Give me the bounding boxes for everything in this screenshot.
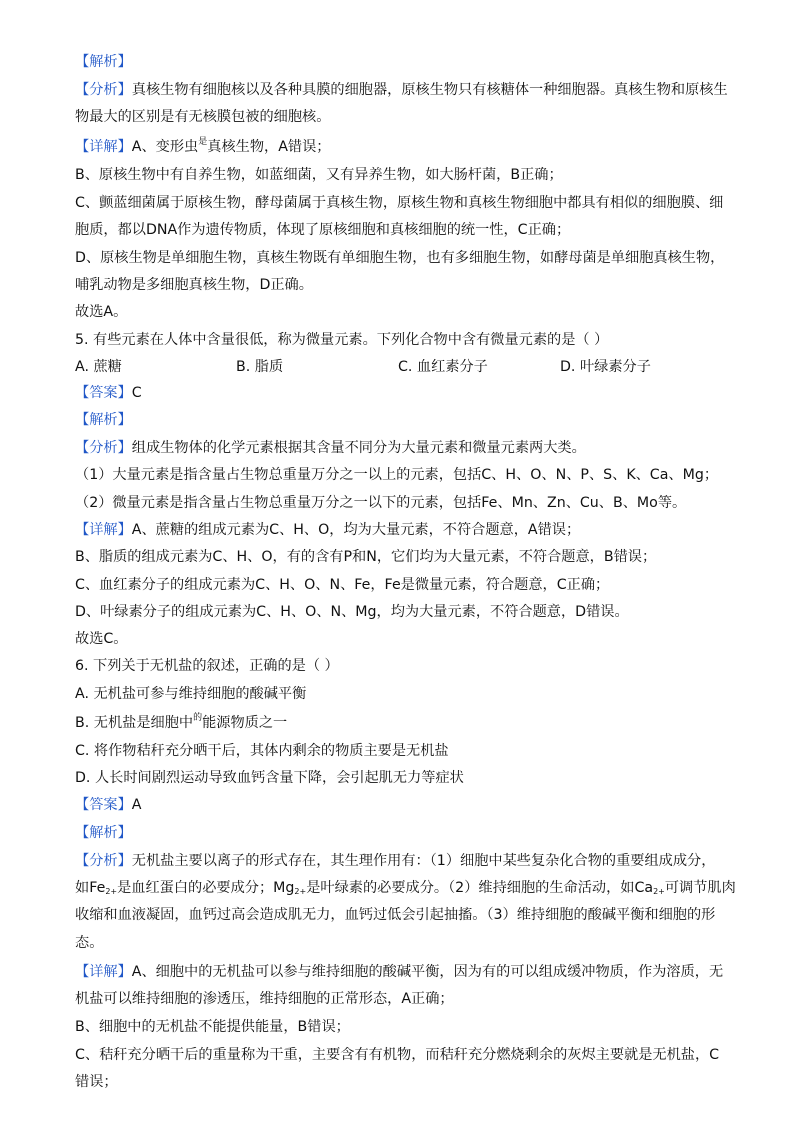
q5-option-b: B. 脂质 [236,359,284,375]
xiangjie-tag: 【详解】 [75,522,132,538]
detail-line: C、血红素分子的组成元素为C、H、O、N、Fe，Fe是微量元素，符合题意，C正确； [75,577,610,593]
analysis-line: 物最大的区别是有无核膜包被的细胞核。 [75,109,331,125]
answer-line: 【答案】C [75,385,142,401]
jiexi-heading: 【解析】 [75,825,132,841]
detail-line: D、叶绿素分子的组成元素为C、H、O、N、Mg，均为大量元素，不符合题意，D错误。 [75,604,629,620]
analysis-line: （1）大量元素是指含量占生物总重量万分之一以上的元素，包括C、H、O、N、P、S、K、Ca、Mg； [75,467,719,483]
question-5-stem: 5. 有些元素在人体中含量很低，称为微量元素。下列化合物中含有微量元素的是（ ） [75,332,609,348]
analysis-line: 态。 [75,935,104,951]
jiexi-heading: 【解析】 [75,54,132,70]
q6-option-d: D. 人长时间剧烈运动导致血钙含量下降，会引起肌无力等症状 [75,770,464,786]
detail-line: 机盐可以维持细胞的渗透压，维持细胞的正常形态，A正确； [75,991,454,1007]
fenxi-tag: 【分析】 [75,440,132,456]
fenxi-tag: 【分析】 [75,853,132,869]
detail-line: 错误； [75,1074,118,1090]
analysis-line: （2）微量元素是指含量占生物总重量万分之一以下的元素，包括Fe、Mn、Zn、Cu、B、Mo等。 [75,495,687,511]
analysis-line: 收缩和血液凝固，血钙过高会造成肌无力，血钙过低会引起抽搐。（3）维持细胞的酸碱平衡和细胞的形 [75,907,716,923]
q5-option-c: C. 血红素分子 [398,359,488,375]
daan-tag: 【答案】 [75,385,132,401]
fenxi-tag: 【分析】 [75,82,132,98]
detail-line: C、颤蓝细菌属于原核生物，酵母菌属于真核生物，原核生物和真核生物细胞中都具有相似的细胞膜、细 [75,195,724,211]
analysis-line: 【分析】组成生物体的化学元素根据其含量不同分为大量元素和微量元素两大类。 [75,440,586,456]
detail-line: 哺乳动物是多细胞真核生物，D正确。 [75,277,313,293]
q6-option-a: A. 无机盐可参与维持细胞的酸碱平衡 [75,686,307,702]
analysis-line: 【分析】无机盐主要以离子的形式存在，其生理作用有：（1）细胞中某些复杂化合物的重要组成成分， [75,853,716,869]
q5-option-d: D. 叶绿素分子 [560,359,651,375]
conclusion-line: 故选C。 [75,631,128,647]
detail-line: 【详解】A、蔗糖的组成元素为C、H、O，均为大量元素，不符合题意，A错误； [75,522,581,538]
jiexi-heading: 【解析】 [75,412,132,428]
daan-tag: 【答案】 [75,797,132,813]
answer-line: 【答案】A [75,797,142,813]
xiangjie-tag: 【详解】 [75,964,132,980]
detail-line: B、原核生物中有自养生物，如蓝细菌，又有异养生物，如大肠杆菌，B正确； [75,167,563,183]
question-6-stem: 6. 下列关于无机盐的叙述，正确的是（ ） [75,658,339,674]
q6-option-c: C. 将作物秸秆充分晒干后，其体内剩余的物质主要是无机盐 [75,743,449,759]
xiangjie-tag: 【详解】 [75,139,132,155]
analysis-line: 如Fe2+是血红蛋白的必要成分；Mg2+是叶绿素的必要成分。（2）维持细胞的生命活动，如Ca2+可调节肌肉 [75,880,736,896]
q5-option-a: A. 蔗糖 [75,359,122,375]
conclusion-line: 故选A。 [75,304,128,320]
detail-line: C、秸秆充分晒干后的重量称为干重，主要含有有机物，而秸秆充分燃烧剩余的灰烬主要就是无机盐，C [75,1047,720,1063]
detail-line: 【详解】A、细胞中的无机盐可以参与维持细胞的酸碱平衡，因为有的可以组成缓冲物质，作为溶质，无 [75,964,724,980]
q6-option-b: B. 无机盐是细胞中$^的$能源物质之一 [75,713,288,731]
detail-line: D、原核生物是单细胞生物，真核生物既有单细胞生物，也有多细胞生物，如酵母菌是单细胞真核生物， [75,250,725,266]
detail-line: 【详解】A、变形虫$^是$真核生物，A错误； [75,137,331,155]
detail-line: B、细胞中的无机盐不能提供能量，B错误； [75,1019,350,1035]
detail-line: B、脂质的组成元素为C、H、O，有的含有P和N，它们均为大量元素，不符合题意，B错误； [75,549,657,565]
detail-line: 胞质，都以DNA作为遗传物质，体现了原核细胞和真核细胞的统一性，C正确； [75,222,571,238]
analysis-line: 【分析】真核生物有细胞核以及各种具膜的细胞器，原核生物只有核糖体一种细胞器。真核生物和原核生 [75,82,728,98]
